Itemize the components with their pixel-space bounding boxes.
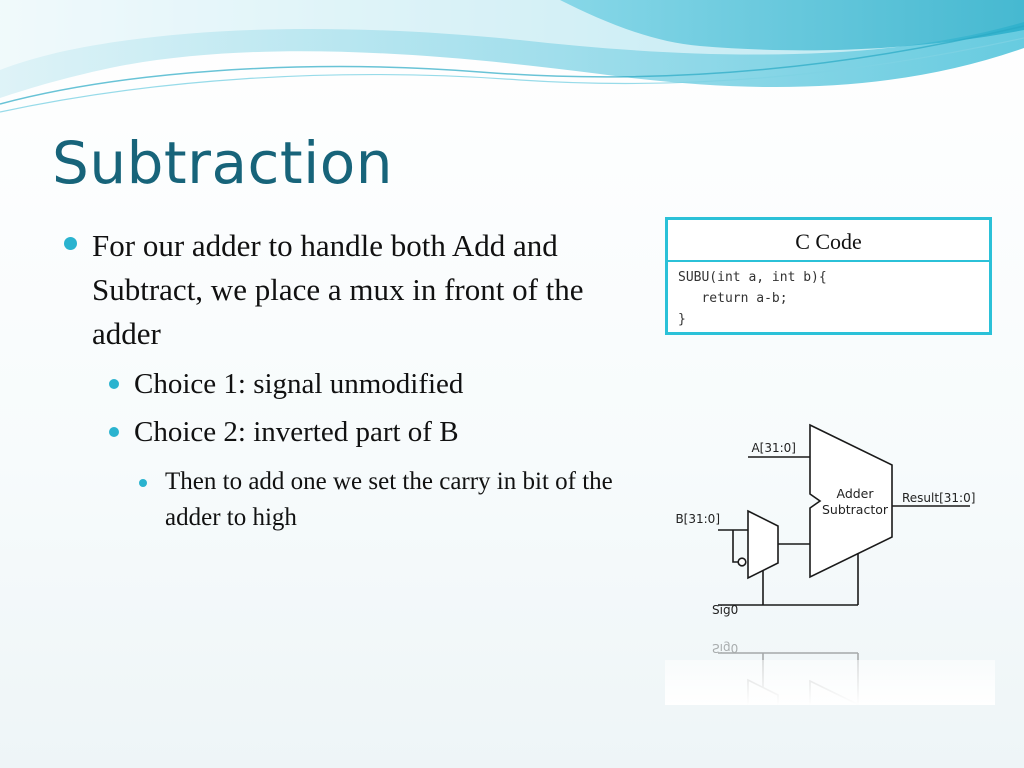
bullet-dot-icon [109, 379, 119, 389]
label-a-input: A[31:0] [751, 441, 796, 455]
bullet-text: Then to add one we set the carry in bit of the adder to high [165, 468, 613, 531]
bullet-level3 [137, 464, 642, 536]
mux-block [748, 511, 778, 578]
reflection-fade [665, 660, 995, 705]
bullet-text: Choice 2: inverted part of B [134, 416, 459, 448]
inverter-bubble [738, 558, 746, 566]
label-sig-reflection: Sig0 [712, 641, 739, 655]
c-code-box [665, 217, 992, 335]
label-b-input: B[31:0] [675, 512, 720, 526]
label-result: Result[31:0] [902, 491, 976, 505]
label-subtractor: Subtractor [821, 502, 889, 517]
adder-subtractor-block [810, 425, 892, 577]
wire-b-invert [733, 530, 738, 562]
code-snippet: SUBU(int a, int b){ return a-b; } [678, 270, 827, 327]
label-adder: Adder [836, 486, 874, 501]
header-wave-decoration [0, 0, 1024, 140]
bullet-level1 [62, 224, 642, 356]
bullet-dot-icon [64, 237, 77, 250]
code-box-header: C Code [668, 220, 989, 262]
bullet-dot-icon [109, 427, 119, 437]
label-sig: Sig0 [712, 603, 739, 617]
bullet-text: Choice 1: signal unmodified [134, 368, 464, 400]
bullet-text: For our adder to handle both Add and Subtract, we place a mux in front of the adder [92, 228, 584, 351]
bullet-level2 [106, 364, 642, 404]
slide-title: Subtraction [52, 129, 394, 197]
bullet-dot-icon [139, 479, 147, 487]
bullet-level2 [106, 412, 642, 452]
adder-subtractor-diagram [665, 415, 995, 705]
bullet-list [62, 224, 642, 536]
